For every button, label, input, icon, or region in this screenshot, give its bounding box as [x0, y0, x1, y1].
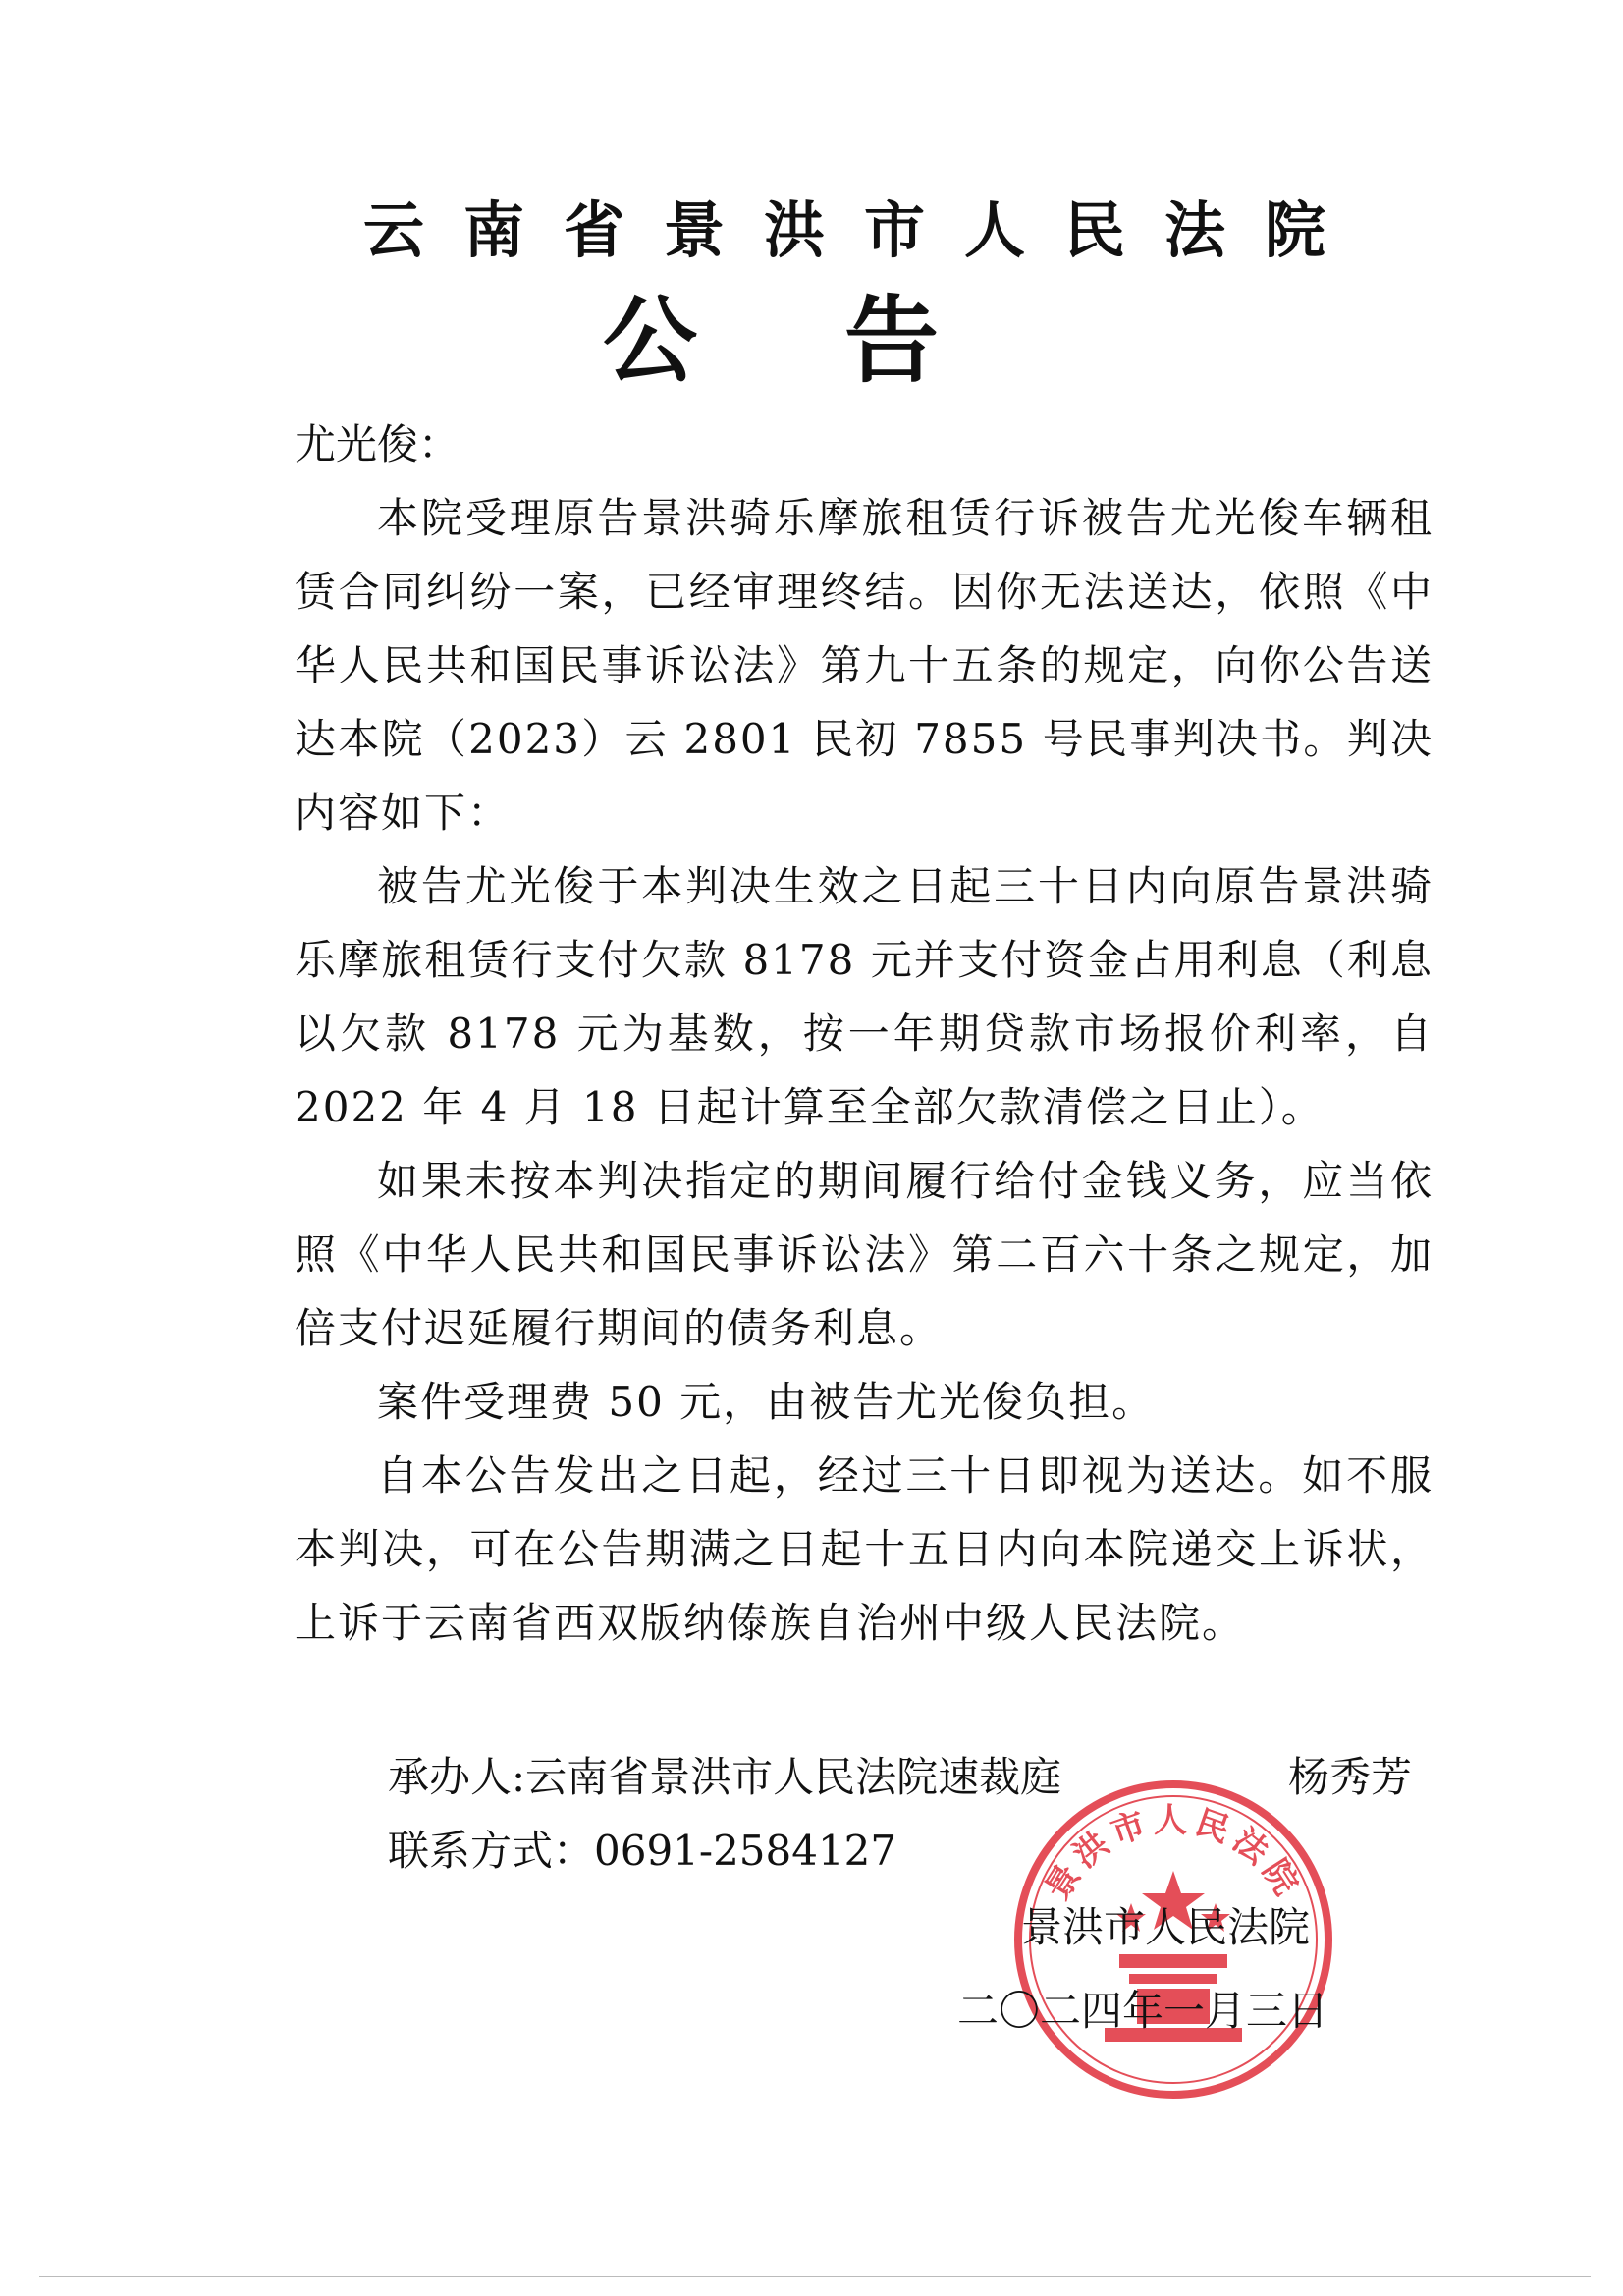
- paragraph-judgment: 被告尤光俊于本判决生效之日起三十日内向原告景洪骑乐摩旅租赁行支付欠款 8178 元并支付资金占用利息（利息以欠款 8178 元为基数，按一年期贷款市场报价利率，自 2022 年 4 月 18 日起计算至全部欠款清偿之日止）。: [295, 862, 1434, 1131]
- paragraph-fee: 案件受理费 50 元，由被告尤光俊负担。: [377, 1378, 1156, 1426]
- paragraph-default-interest: 如果未按本判决指定的期间履行给付金钱义务，应当依照《中华人民共和国民事诉讼法》第二百六十条之规定，加倍支付迟延履行期间的债务利息。: [295, 1157, 1434, 1352]
- handler-name: 杨秀芳: [1287, 1753, 1412, 1801]
- handler-label: 承办人:云南省景洪市人民法院速裁庭: [388, 1753, 1062, 1801]
- notice-title: 公告: [603, 286, 1086, 396]
- page-edge-divider: [39, 2276, 1591, 2277]
- seal-text: 景洪市人民法院: [1038, 1801, 1309, 1907]
- case-handler: [388, 1740, 1434, 1814]
- notice-body: [295, 408, 1434, 1660]
- paragraph-appeal: 自本公告发出之日起，经过三十日即视为送达。如不服本判决，可在公告期满之日起十五日内向本院递交上诉状，上诉于云南省西双版纳傣族自治州中级人民法院。: [295, 1451, 1434, 1647]
- contact-info: 联系方式：0691-2584127: [388, 1827, 897, 1875]
- paragraph-service: 本院受理原告景洪骑乐摩旅租赁行诉被告尤光俊车辆租赁合同纠纷一案，已经审理终结。因你无法送达，依照《中华人民共和国民事诉讼法》第九十五条的规定，向你公告送达本院（2023）云 2801 民初 7855 号民事判决书。判决内容如下：: [295, 494, 1434, 837]
- signing-date: 二〇二四年一月三日: [957, 1987, 1329, 2035]
- signing-court: 景洪市人民法院: [1021, 1903, 1311, 1951]
- addressee: 尤光俊：: [295, 420, 460, 468]
- court-name-heading: 云南省景洪市人民法院: [362, 194, 1365, 266]
